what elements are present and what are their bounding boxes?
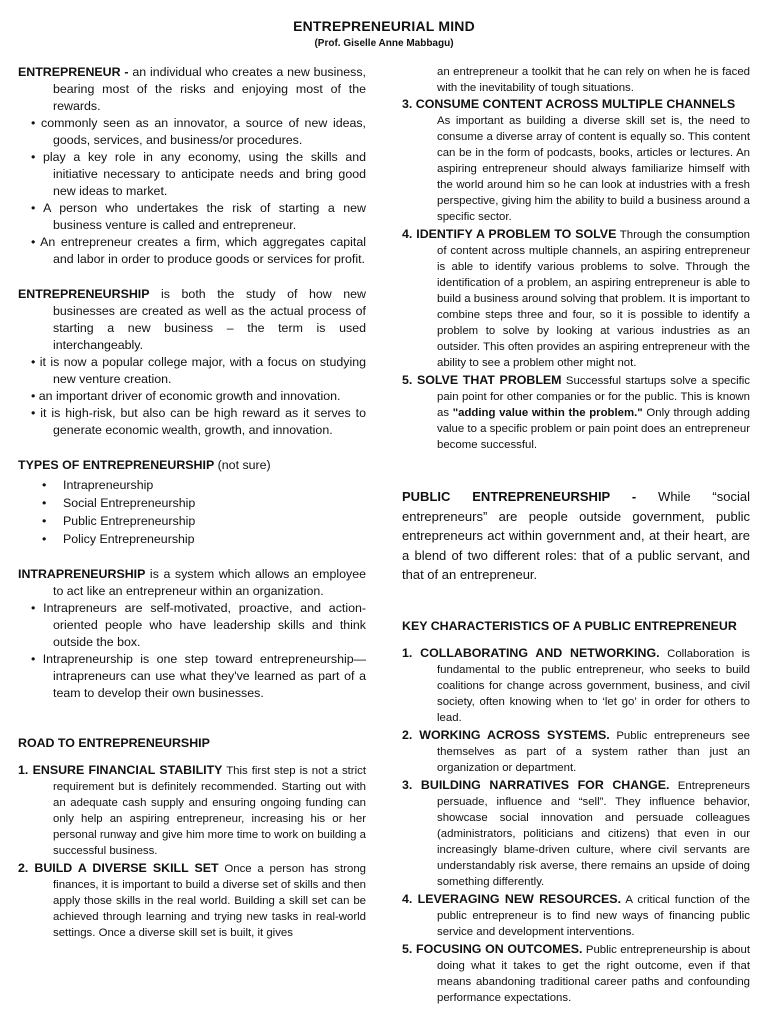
characteristic-item: 3. BUILDING NARRATIVES FOR CHANGE. Entrepreneurs persuade, influence and “sell”. They influence behavior, showcase social innovation and persuade colleagues (administrators, politicians and citizens) that even in our increasingly blame-driven culture, where civil servants are understandably risk averse, there remains an upside of doing something differently.: [402, 777, 750, 888]
intrapreneurship-definition: INTRAPRENEURSHIP is a system which allows an employee to act like an entrepreneur within an organization.: [18, 567, 366, 598]
types-heading: TYPES OF ENTREPRENEURSHIP (not sure): [18, 458, 271, 472]
entrepreneur-term: ENTREPRENEUR -: [18, 65, 129, 79]
public-entrepreneurship-definition: PUBLIC ENTREPRENEURSHIP - While “social entrepreneurs” are people outside government, public entrepreneurs act within government and, at their heart, are a blend of two different roles: that of a public servant, and that of an entrepreneur.: [402, 489, 750, 582]
road-step-4: 4. IDENTIFY A PROBLEM TO SOLVE Through the consumption of content across multiple channels, an aspiring entrepreneur is able to identify various problems to solve. Through the identification of a problem, an aspiring entrepreneur is able to build a business around solving that problem. It is important to combine steps three and four, so it is possible to identify a problem to solve by looking at various industries as an outsider. This often provides an aspiring entrepreneur with the ability to see a problem other might not.: [402, 227, 750, 369]
entrepreneur-bullet: • commonly seen as an innovator, a source of new ideas, goods, services, and business/or procedures.: [18, 115, 366, 149]
types-list: [18, 476, 366, 548]
road-step-1: 1. ENSURE FINANCIAL STABILITY This first step is not a strict requirement but is definitely recommended. Starting out with an adequate cash supply and ensuring ongoing funding can only help an aspiring entrepreneur, increasing his or her personal runway and give him more time to work on building a successful business.: [18, 763, 366, 857]
entrepreneurship-bullet: • an important driver of economic growth and innovation.: [18, 388, 366, 405]
list-item: • Social Entrepreneurship: [18, 494, 366, 512]
road-step-2-continued: an entrepreneur a toolkit that he can rely on when he is faced with the inevitability of tough situations.: [437, 66, 750, 94]
list-item: • Public Entrepreneurship: [18, 512, 366, 530]
public-entrepreneurship-term: PUBLIC ENTREPRENEURSHIP -: [402, 489, 637, 504]
intrapreneurship-term: INTRAPRENEURSHIP: [18, 567, 146, 581]
right-column: [402, 64, 750, 1007]
list-item: • Intrapreneurship: [18, 476, 366, 494]
author-line: (Prof. Giselle Anne Mabbagu): [314, 38, 454, 49]
entrepreneur-bullet: • A person who undertakes the risk of starting a new business venture is called and entrepreneur.: [18, 200, 366, 234]
characteristic-item: 2. WORKING ACROSS SYSTEMS. Public entrepreneurs see themselves as part of a system rather than just an organization or department.: [402, 727, 750, 774]
list-item: • Policy Entrepreneurship: [18, 530, 366, 548]
road-step-2: 2. BUILD A DIVERSE SKILL SET Once a person has strong finances, it is important to build a diverse set of skills and then apply those skills in the real world. Building a skill set can be achieved through learning and trying new tasks in real-world settings. Once a diverse skill set is built, it gives: [18, 861, 366, 939]
road-step-3: 3. CONSUME CONTENT ACROSS MULTIPLE CHANNELS As important as building a diverse skill set is, the need to consume a diverse array of content is equally so. This content can be in the form of podcasts, books, articles or lectures. An aspiring entrepreneur should always familiarize himself with the world around him so he can look at industries with a fresh perspective, giving him the ability to build a business around a specific sector.: [402, 97, 750, 223]
characteristic-item: 5. FOCUSING ON OUTCOMES. Public entrepreneurship is about doing what it takes to get the right outcome, even if that means abandoning traditional career paths and confounding performance expectations.: [402, 941, 750, 1004]
characteristic-item: 1. COLLABORATING AND NETWORKING. Collaboration is fundamental to the public entrepreneur, who seeks to build coalitions for change across government, business, and civil society, often knowing when to ‘let go’ in order for others to lead.: [402, 645, 750, 724]
intrapreneurship-bullet: • Intrapreneurship is one step toward entrepreneurship—intrapreneurs can use what they've learned as part of a team to develop their own businesses.: [18, 651, 366, 702]
intrapreneurship-bullet: • Intrapreneurs are self-motivated, proactive, and action-oriented people who have leadership skills and think outside the box.: [18, 600, 366, 651]
entrepreneur-bullet: • An entrepreneur creates a firm, which aggregates capital and labor in order to produce goods or services for profit.: [18, 234, 366, 268]
characteristic-item: 4. LEVERAGING NEW RESOURCES. A critical function of the public entrepreneur is to find new ways of financing public service and development interventions.: [402, 891, 750, 938]
left-column: [18, 64, 366, 942]
road-step-5: 5. SOLVE THAT PROBLEM Successful startups solve a specific pain point for other companies or for the public. This is known as "adding value within the problem." Only through adding value to a specific problem or pain point does an entrepreneur become successful.: [402, 373, 751, 451]
road-step-5-quote: "adding value within the problem.": [452, 407, 643, 419]
entrepreneurship-term: ENTREPRENEURSHIP: [18, 287, 150, 301]
entrepreneur-definition: ENTREPRENEUR - an individual who creates a new business, bearing most of the risks and enjoying most of the rewards.: [18, 65, 367, 113]
characteristics-heading: KEY CHARACTERISTICS OF A PUBLIC ENTREPRENEUR: [402, 618, 737, 633]
entrepreneurship-bullet: • it is high-risk, but also can be high reward as it serves to generate economic wealth, growth, and innovation.: [18, 405, 366, 439]
entrepreneur-bullet: • play a key role in any economy, using the skills and initiative necessary to anticipate needs and bring good new ideas to market.: [18, 149, 366, 200]
road-heading: ROAD TO ENTREPRENEURSHIP: [18, 736, 210, 750]
entrepreneurship-definition: ENTREPRENEURSHIP is both the study of how new businesses are created as well as the actual process of starting a new business – the term is used interchangeably.: [18, 287, 366, 352]
page-title: ENTREPRENEURIAL MIND: [293, 18, 475, 34]
types-note: (not sure): [214, 458, 271, 472]
entrepreneurship-bullet: • it is now a popular college major, with a focus on studying new venture creation.: [18, 354, 366, 388]
